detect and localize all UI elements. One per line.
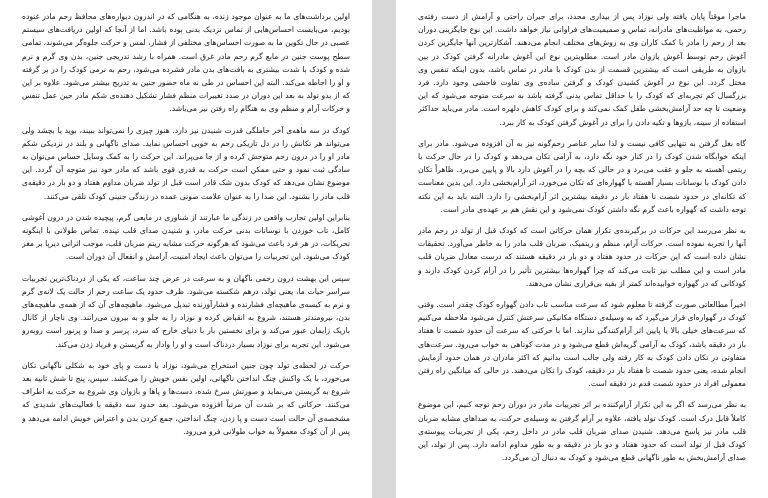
right-page-text bbox=[418, 10, 746, 492]
paragraph: گاه بغل گرفتن به تنهایی کافی نیست و لذا سایر عناصر رحم‌گونه نیز به آن افزوده می‌شود. مادر برای اینکه خوابگاه شدن کودک را در کنار خود نگه دارد، به آرامی تکان می‌دهد و کودک را در حال حرکت با ریتمی آهسته به جلو و عقب می‌برد و در حالی که بچه را در آغوش دارد بالا و پایین می‌برد. ظاهراً تکان دادن کودک با نوسانات بسیار آهسته با گهواره‌ای که تکان می‌خورد، اثر آرام‌بخشی دارد. این بدین معناست که تکانه‌ای در حدود شصت تا هفتاد بار در دقیقه بیشترین اثر آرام‌بخشی را دارد. البته باید به این نکته توجه داشت که گهواره باعث گرم نگه داشتن کودک نمی‌شود و این نقش هم بر عهده‌ی مادر است. bbox=[418, 138, 746, 214]
paragraph: کودک در سه ماهه‌ی آخر حاملگی قدرت شنیدن نیز دارد. هنوز چیزی را نمی‌تواند ببیند، بوید یا بچشد ولی می‌تواند هر تکانش را در دل تاریکی رحم به خوبی احساس نماید. صدای ناگهانی و بلند در نزدیکی شکم مادر او را در درون رحم متوحش کرده و از جا می‌پراند. این حرکت را به کمک وسایل حساس می‌توان به سادگی ثبت نمود و حتی ممکن است حرکت به قدری قوی باشد که مادر خود نیز متوجه آن گردد. این موضوع نشان می‌دهد که کودک بدون شک قادر است قبل از تولد ضربان مداوم هفتاد و دو بار در دقیقه‌ی قلب مادر را بشنود. این صدا را به عنوان علامت صوتی عمده در زندگی جنینی کودک تلقی می‌کنند. bbox=[22, 125, 350, 201]
paragraph: حرکت در لحظه‌ی تولد چون جنین استخراج می‌شود، نوزاد با دست و پای خود به شکلی ناگهانی تکان می‌خورد، با یک واکنش چنگ انداختن ناگهانی، اولین نفس خویش را می‌کشد. سپس، پنج تا شش ثانیه بعد شروع به گریستن می‌نماید و صورتش سرخ شده، دست‌ها و پاها و بازوان وی شروع به حرکت به اطراف می‌کنند. حرکاتی که بر شدت آن مرتباً افزوده می‌شود. بعد حدود سه دقیقه با فعالیت‌های شدیدی که مشخصه‌ی آن حالت است دست و پا زدن، چنگ انداختن، جمع کردن بدن و اعتراض خویش ادامه می‌دهد و پس از آن کودک معمولاً به خواب طولانی فرو می‌رود. bbox=[22, 360, 350, 436]
paragraph: سپس این بهشت درون رحمی ناگهان و به سرعت در عرض چند ساعت، که یکی از دردناک‌ترین تجربیات سراسر حیات ما، یعنی تولد، درهم شکسته می‌شود. ظرف حدود یک ساعت رحم از حالت یک لانه‌ی گرم و نرم به کیسه‌ی ماهیچه‌ای فشارنده و فشارآورنده تبدیل می‌شود. ماهیچه‌های آن که از همه‌ی ماهیچه‌های بدن، نیرومندتر هستند، شروع به انقباض کرده و نوزاد را به جلو و به بیرون می‌رانند. وی ناچار از کانال باریک زایمان عبور می‌کند و برای نخستین بار با دنیای خارج که سرد، پرسر و صدا و پرنور است روبه‌رو می‌شود. این تجربه برای نوزاد بسیار دردناک است و او را وادار به گریستن و فریاد زدن می‌کند. bbox=[22, 273, 350, 349]
left-page bbox=[0, 0, 372, 498]
paragraph: اولین برداشت‌های ما به عنوان موجود زنده، به هنگامی که در اندرون دیواره‌های محافظ رحم مادر غنوده بودیم، می‌بایست احساس‌هایی از تماس نزدیک بدنی بوده باشد. اما از آنجا که اولین دریافت‌های سیستم عصبی در حال تکوین ما به صورت احساس‌های مختلفی از فشار، لمس و حرکت جلوه‌گر می‌شوند، تمامی سطح پوست جنین در مابع گرم رحم مادر غرق است. همراه با رشد تدریجی جنین، بدن وی گرم و نرم شده و کودک با شدت بیشتری به بافت‌های بدن مادر فشرده می‌شود، رحم به نرمی کودک را در بر گرفته و او را احاطه می‌کند. البته این احساس در طی نه ماه حضور جنین به تدریج بیشتر می‌شود. علاوه بر این که از بدو تولد به بعد این دوران در صدد تغییرات منظم فشار تشکیل دهنده‌ی شکم مادر حین عمل تنفس و حرکات آرام و منظم وی به هنگام راه رفتن نیز می‌باشد. bbox=[22, 12, 350, 114]
paragraph: ماجرا موقتاً پایان یافته ولی نوزاد پس از بیداری مجدد، برای جبران راحتی و آرامش از دست رفته‌ی رحمی، به مواظبت‌های مادرانه، تماس و صمیمیت‌های فراوانی نیاز خواهد داشت. این نوع جایگزینی دوران بعد از رحم را مادر با کمک کاران وی به روش‌های مختلف انجام می‌دهند. آشکارترین آنها جایگزین کردن آغوش رحم توسط آغوش بازوان مادر است. مطلوبترین نوع این آغوش مادرانه گرفتن کودک در بین بازوان به طریقی است که بیشترین قسمت از بدن کودک با مادر در تماس باشد، بدون اینکه تنفس وی مختل گردد. این نوع در آغوش کشیدن کودک و گرفتن ساده‌ی وی تفاوت فاحشی وجود دارد. فرد بزرگسال کم تجربه‌ای که کودک را با حداقل تماس بدنی گرفته باشد به سرعت متوجه می‌شود که این وضعیت تا چه حد آرامش‌بخشی طفل کمک نمی‌کند و برای کودک کاهش دلهره است. مادر می‌باید حداکثر استفاده از سینه، بازوها و تکیه دادن را برای در آغوش گرفتن کودک به کار ببرد. bbox=[418, 12, 746, 127]
paragraph: بنابراین اولین تجارب واقعی در زندگی ما عبارتند از شناوری در مایعی گرم، پیچیده شدن در درون آغوشی کامل، تاب خوردن با نوسانات بدنی حرکت مادر، و شنیدن صدای قلب تپنده. تماس طولانی با اینگونه تحریکات، در هر فرد باعث می‌شود که هرگونه حرکت مشابه ریتم ضربان قلب، موجب اثراتی دیرپا بر مغز کودک می‌شود. این تجربیات را می‌توان باعث ایجاد امنیت، آرامش و انفعال آن دوران است. bbox=[22, 212, 350, 262]
paragraph: به نظر می‌رسد این حرکات در برگیرنده‌ی تکرار همان حرکاتی است که کودک قبل از تولد در رحم مادر آنها را تجربه نموده است. حرکات آرام، منظم و ریتمیک، ضربان قلب مادر را به خاطر می‌آورد. تحقیقات نشان داده است که این حرکات در حدود هفتاد و دو بار در دقیقه هستند که درست معادل ضربان قلب مادر است و این مطلب نیز ثابت می‌کند که چرا گهواره‌ها بیشترین تأثیر را در آرام کردن کودک دارند و کودکانی که در گهواره خوابیده‌اند کمتر از بقیه بی‌قراری نشان می‌دهند. bbox=[418, 226, 746, 288]
left-page-text bbox=[22, 10, 350, 492]
paragraph: به نظر می‌رسد که اگر به این تکرار آرام‌کننده بر اثر تجربیات مادر در دوران رحم توجه کنیم، این موضوع کاملاً قابل درک است. کودک تولد یافته، علاوه بر آرام گرفتن به وسیله‌ی حرکت، به صداهای مشابه ضربان قلب مادر نیز پاسخ می‌دهد. شنیدن صدای ضربان قلب مادر در داخل رحم، یکی از تجربیات پیوسته‌ی کودک قبل از تولد است که حدود هفتاد و دو بار در دقیقه و به طور مداوم ادامه دارد. پس از تولد، این صدای آرامش‌بخش به طور ناگهانی قطع می‌شود و کودک به دنبال آن می‌گردد. bbox=[418, 400, 746, 463]
paragraph: اخیراً مطالعاتی صورت گرفته تا معلوم شود که سرعت مناسب تاب دادن گهواره کودک چقدر است. وقتی کودک در گهواره‌ای قرار می‌گیرد که به وسیله‌ی دستگاه مکانیکی سرعتش کنترل می‌شود ملاحظه می‌کنیم که سرعت‌های خیلی بالا یا پایین اثر آرام‌کنندگی ندارند. اما با حرکتی که سرعت آن حدود شصت تا هفتاد بار در دقیقه باشد، کودک به آرامی گریه‌اش قطع می‌شود و در مدت کوتاهی به خواب می‌رود. سرعت‌های متفاوتی در تکان دادن کودک به کار رفته ولی جالب است بدانیم که اکثر مادران در همان حدود آزمایش انجام شده، یعنی حدود شصت تا هفتاد بار در دقیقه، کودک را تکان می‌دهند. در حالی که میانگین راه رفتن معمولی افراد در حدود شصت قدم در دقیقه است. bbox=[418, 300, 746, 389]
right-page bbox=[396, 0, 768, 498]
